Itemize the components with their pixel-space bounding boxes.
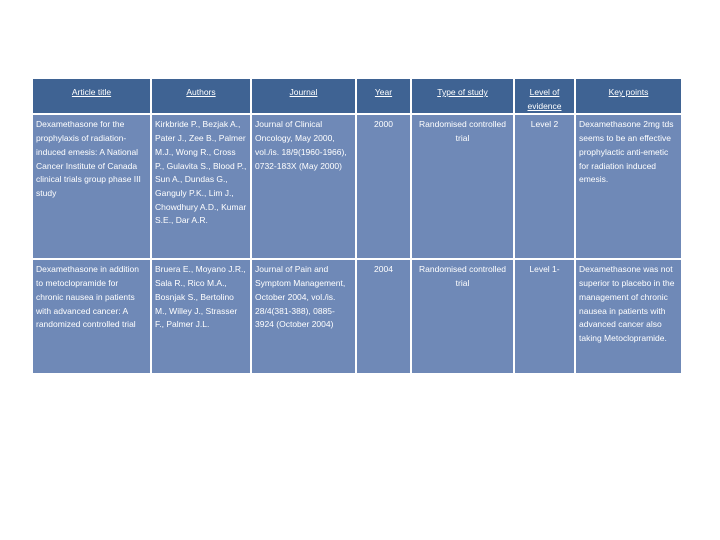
cell-level-of-evidence: Level 1- (515, 260, 574, 373)
header-journal: Journal (252, 79, 355, 113)
cell-level-of-evidence: Level 2 (515, 115, 574, 258)
cell-year: 2000 (357, 115, 410, 258)
cell-key-points: Dexamethasone 2mg tds seems to be an effective prophylactic anti-emetic for radiation induced emesis. (576, 115, 681, 258)
table-row (33, 260, 681, 373)
cell-article-title: Dexamethasone for the prophylaxis of radiation-induced emesis: A National Cancer Institute of Canada clinical trials group phase III study (33, 115, 150, 258)
cell-year: 2004 (357, 260, 410, 373)
header-key-points: Key points (576, 79, 681, 113)
table-row (33, 115, 681, 258)
cell-article-title: Dexamethasone in addition to metoclopramide for chronic nausea in patients with advanced cancer: A randomized controlled trial (33, 260, 150, 373)
cell-authors: Bruera E., Moyano J.R., Sala R., Rico M.A., Bosnjak S., Bertolino M., Willey J., Strasser F., Palmer J.L. (152, 260, 250, 373)
header-level-of-evidence: Level of evidence (515, 79, 574, 113)
evidence-table (31, 77, 683, 375)
cell-type-of-study: Randomised controlled trial (412, 115, 513, 258)
cell-key-points: Dexamethasone was not superior to placebo in the management of chronic nausea in patients with advanced cancer also taking Metoclopramide. (576, 260, 681, 373)
header-article-title: Article title (33, 79, 150, 113)
header-type-of-study: Type of study (412, 79, 513, 113)
cell-journal: Journal of Clinical Oncology, May 2000, vol./is. 18/9(1960-1966), 0732-183X (May 2000) (252, 115, 355, 258)
cell-authors: Kirkbride P., Bezjak A., Pater J., Zee B., Palmer M.J., Wong R., Cross P., Gulavita S., Blood P., Sun A., Dundas G., Ganguly P.K., Lim J., Chowdhury A.D., Kumar S.E., Dar A.R. (152, 115, 250, 258)
header-authors: Authors (152, 79, 250, 113)
cell-type-of-study: Randomised controlled trial (412, 260, 513, 373)
cell-journal: Journal of Pain and Symptom Management, October 2004, vol./is. 28/4(381-388), 0885-3924 (October 2004) (252, 260, 355, 373)
header-row (33, 79, 681, 113)
header-year: Year (357, 79, 410, 113)
